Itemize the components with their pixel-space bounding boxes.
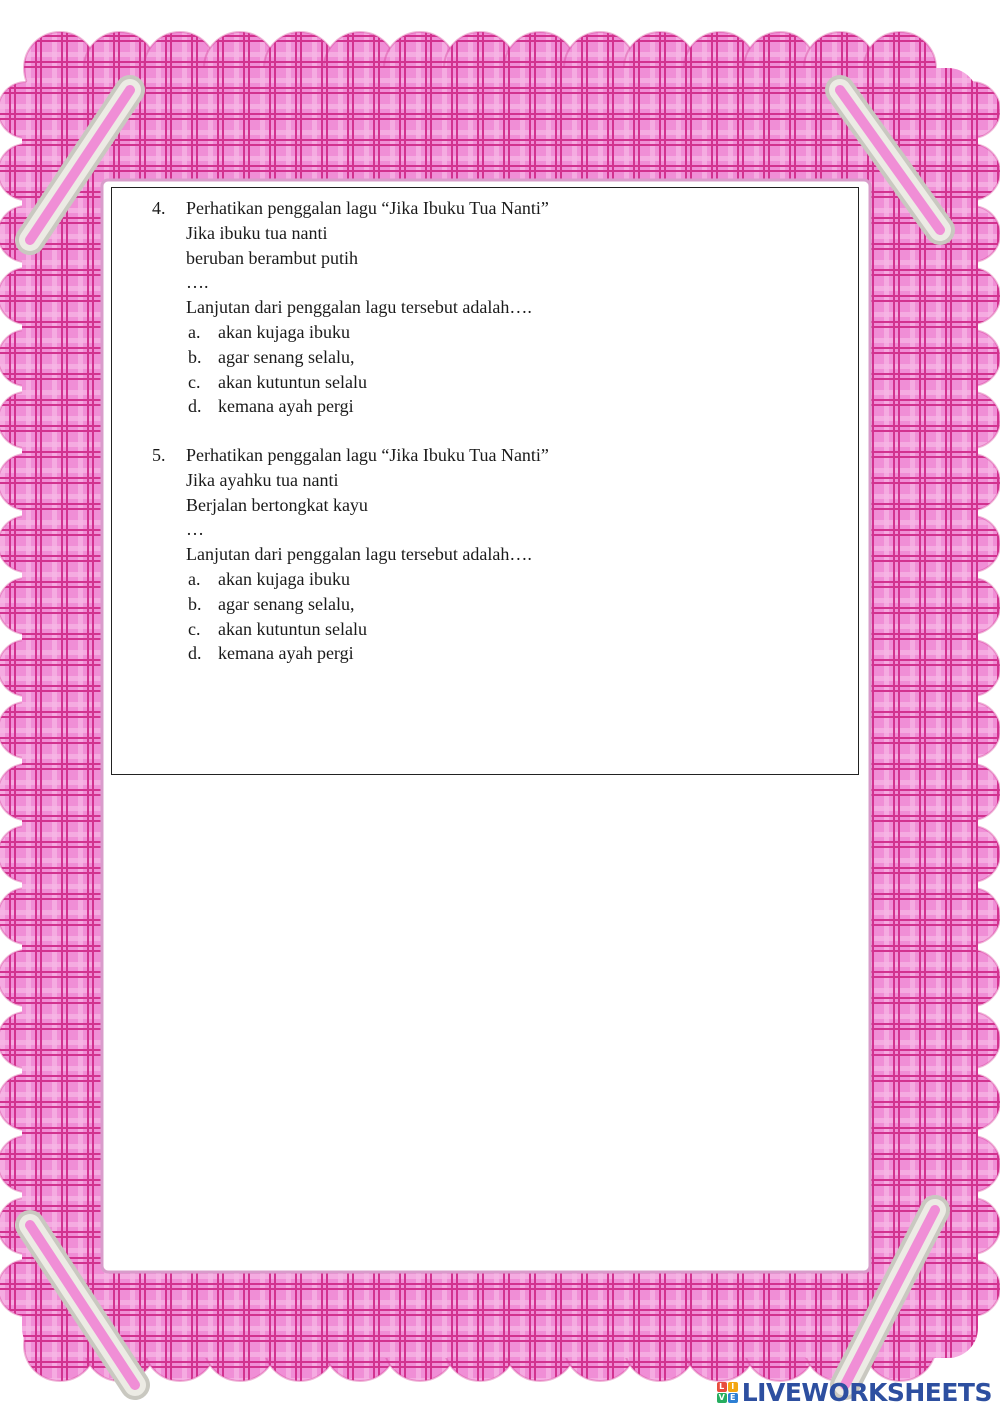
liveworksheets-logo-icon bbox=[717, 1382, 738, 1403]
question-4 bbox=[152, 196, 549, 419]
logo-letter-v: V bbox=[718, 1393, 725, 1402]
option-letter: a. bbox=[188, 321, 201, 342]
answer-option-a[interactable] bbox=[152, 567, 549, 592]
option-text: agar senang selalu, bbox=[218, 593, 355, 614]
option-text: akan kujaga ibuku bbox=[218, 321, 350, 342]
lyric-line: Jika ibuku tua nanti bbox=[186, 222, 328, 243]
answer-option-a[interactable] bbox=[152, 320, 549, 345]
option-text: akan kujaga ibuku bbox=[218, 568, 350, 589]
logo-letter-i: I bbox=[728, 1382, 738, 1392]
option-letter: d. bbox=[188, 643, 202, 664]
option-letter: a. bbox=[188, 568, 201, 589]
question-instruction: Lanjutan dari penggalan lagu tersebut adalah…. bbox=[186, 544, 532, 565]
answer-option-d[interactable] bbox=[152, 394, 549, 419]
option-letter: b. bbox=[188, 593, 202, 614]
question-instruction: Lanjutan dari penggalan lagu tersebut adalah…. bbox=[186, 297, 532, 318]
answer-option-d[interactable] bbox=[152, 641, 549, 666]
question-number: 4. bbox=[152, 198, 166, 218]
option-letter: b. bbox=[188, 346, 202, 367]
option-letter: c. bbox=[188, 618, 201, 639]
lyric-ellipsis: … bbox=[186, 519, 204, 540]
answer-option-c[interactable] bbox=[152, 370, 549, 395]
option-text: akan kutuntun selalu bbox=[218, 618, 367, 639]
liveworksheets-brand[interactable] bbox=[717, 1377, 992, 1407]
question-prompt: Perhatikan penggalan lagu “Jika Ibuku Tua Nanti” bbox=[186, 198, 549, 218]
answer-option-c[interactable] bbox=[152, 617, 549, 642]
option-letter: d. bbox=[188, 396, 202, 417]
logo-letter-l: L bbox=[717, 1382, 727, 1392]
lyric-line: beruban berambut putih bbox=[186, 247, 358, 268]
option-text: kemana ayah pergi bbox=[218, 396, 354, 417]
lyric-line: Jika ayahku tua nanti bbox=[186, 469, 339, 490]
question-prompt: Perhatikan penggalan lagu “Jika Ibuku Tua Nanti” bbox=[186, 445, 549, 465]
question-number: 5. bbox=[152, 445, 166, 465]
lyric-line: Berjalan bertongkat kayu bbox=[186, 494, 368, 515]
logo-letter-e: E bbox=[728, 1393, 738, 1403]
option-letter: c. bbox=[188, 371, 201, 392]
option-text: agar senang selalu, bbox=[218, 346, 355, 367]
option-text: kemana ayah pergi bbox=[218, 643, 354, 664]
answer-option-b[interactable] bbox=[152, 345, 549, 370]
answer-option-b[interactable] bbox=[152, 592, 549, 617]
option-text: akan kutuntun selalu bbox=[218, 371, 367, 392]
lyric-ellipsis: …. bbox=[186, 272, 209, 293]
question-5 bbox=[152, 443, 549, 666]
brand-wordmark: LIVEWORKSHEETS bbox=[741, 1377, 992, 1407]
question-box bbox=[111, 187, 859, 775]
